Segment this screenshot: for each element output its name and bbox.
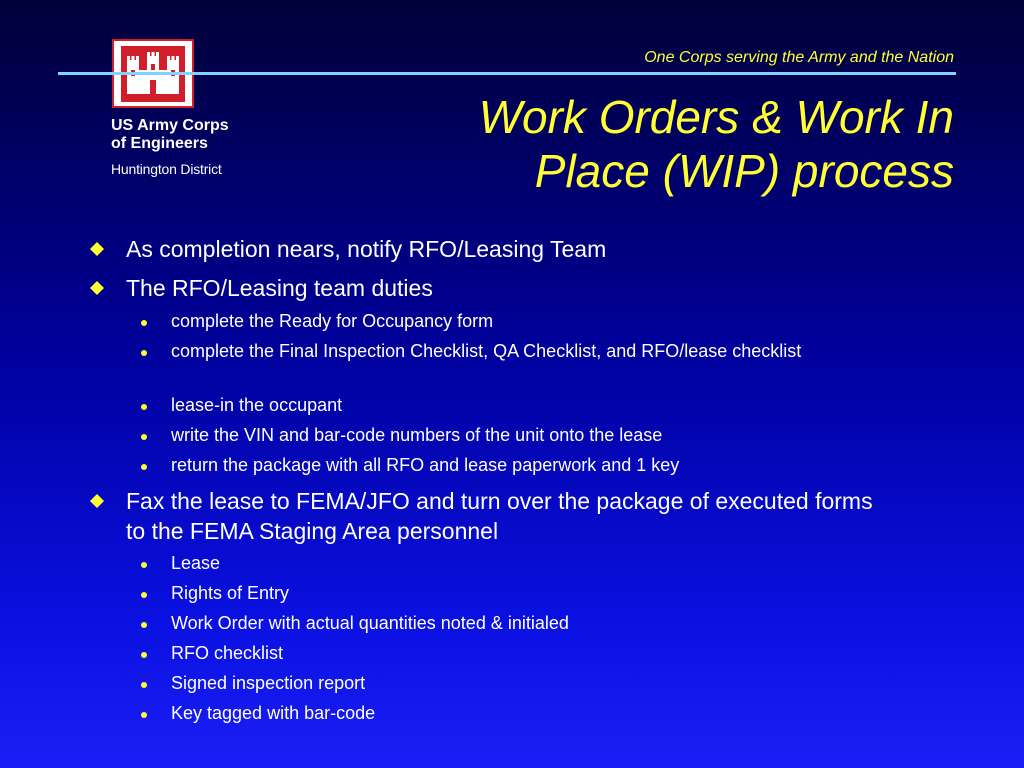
dot-bullet-icon (141, 712, 147, 718)
org-name-line1: US Army Corps (111, 117, 229, 134)
slide-title (334, 90, 954, 198)
dot-bullet-icon (141, 434, 147, 440)
dot-bullet-icon (141, 652, 147, 658)
bullet-item: The RFO/Leasing team duties (126, 275, 433, 301)
dot-bullet-icon (141, 464, 147, 470)
sub-bullet-item: write the VIN and bar-code numbers of the unit onto the lease (171, 425, 663, 445)
diamond-bullet-icon (90, 494, 104, 508)
bullet-item: As completion nears, notify RFO/Leasing Team (126, 236, 607, 262)
sub-bullet-item: complete the Final Inspection Checklist, QA Checklist, and RFO/lease checklist (171, 341, 802, 361)
sub-bullet-item: Work Order with actual quantities noted & initialed (171, 613, 569, 633)
sub-bullet-item: Signed inspection report (171, 673, 366, 693)
slide-title-line2: Place (WIP) process (534, 145, 954, 197)
district-name: Huntington District (111, 161, 222, 177)
sub-bullet-item: Lease (171, 553, 221, 573)
dot-bullet-icon (141, 622, 147, 628)
diamond-bullet-icon (90, 242, 104, 256)
slide-title-line1: Work Orders & Work In (478, 91, 954, 143)
dot-bullet-icon (141, 682, 147, 688)
sub-bullet-item: lease-in the occupant (171, 395, 343, 415)
sub-bullet-item: Key tagged with bar-code (171, 703, 376, 723)
header-divider (58, 72, 956, 75)
sub-bullet-item: Rights of Entry (171, 583, 290, 603)
sub-bullet-item: RFO checklist (171, 643, 284, 663)
dot-bullet-icon (141, 350, 147, 356)
dot-bullet-icon (141, 562, 147, 568)
diamond-bullet-icon (90, 281, 104, 295)
dot-bullet-icon (141, 592, 147, 598)
org-name-line2: of Engineers (111, 135, 208, 152)
dot-bullet-icon (141, 404, 147, 410)
bullet-item: Fax the lease to FEMA/JFO and turn over the package of executed forms to the FEMA Staging Area personnel (126, 488, 873, 544)
tagline: One Corps serving the Army and the Nation (644, 49, 954, 66)
dot-bullet-icon (141, 320, 147, 326)
sub-bullet-item: complete the Ready for Occupancy form (171, 311, 494, 331)
sub-bullet-item: return the package with all RFO and lease paperwork and 1 key (171, 455, 680, 475)
